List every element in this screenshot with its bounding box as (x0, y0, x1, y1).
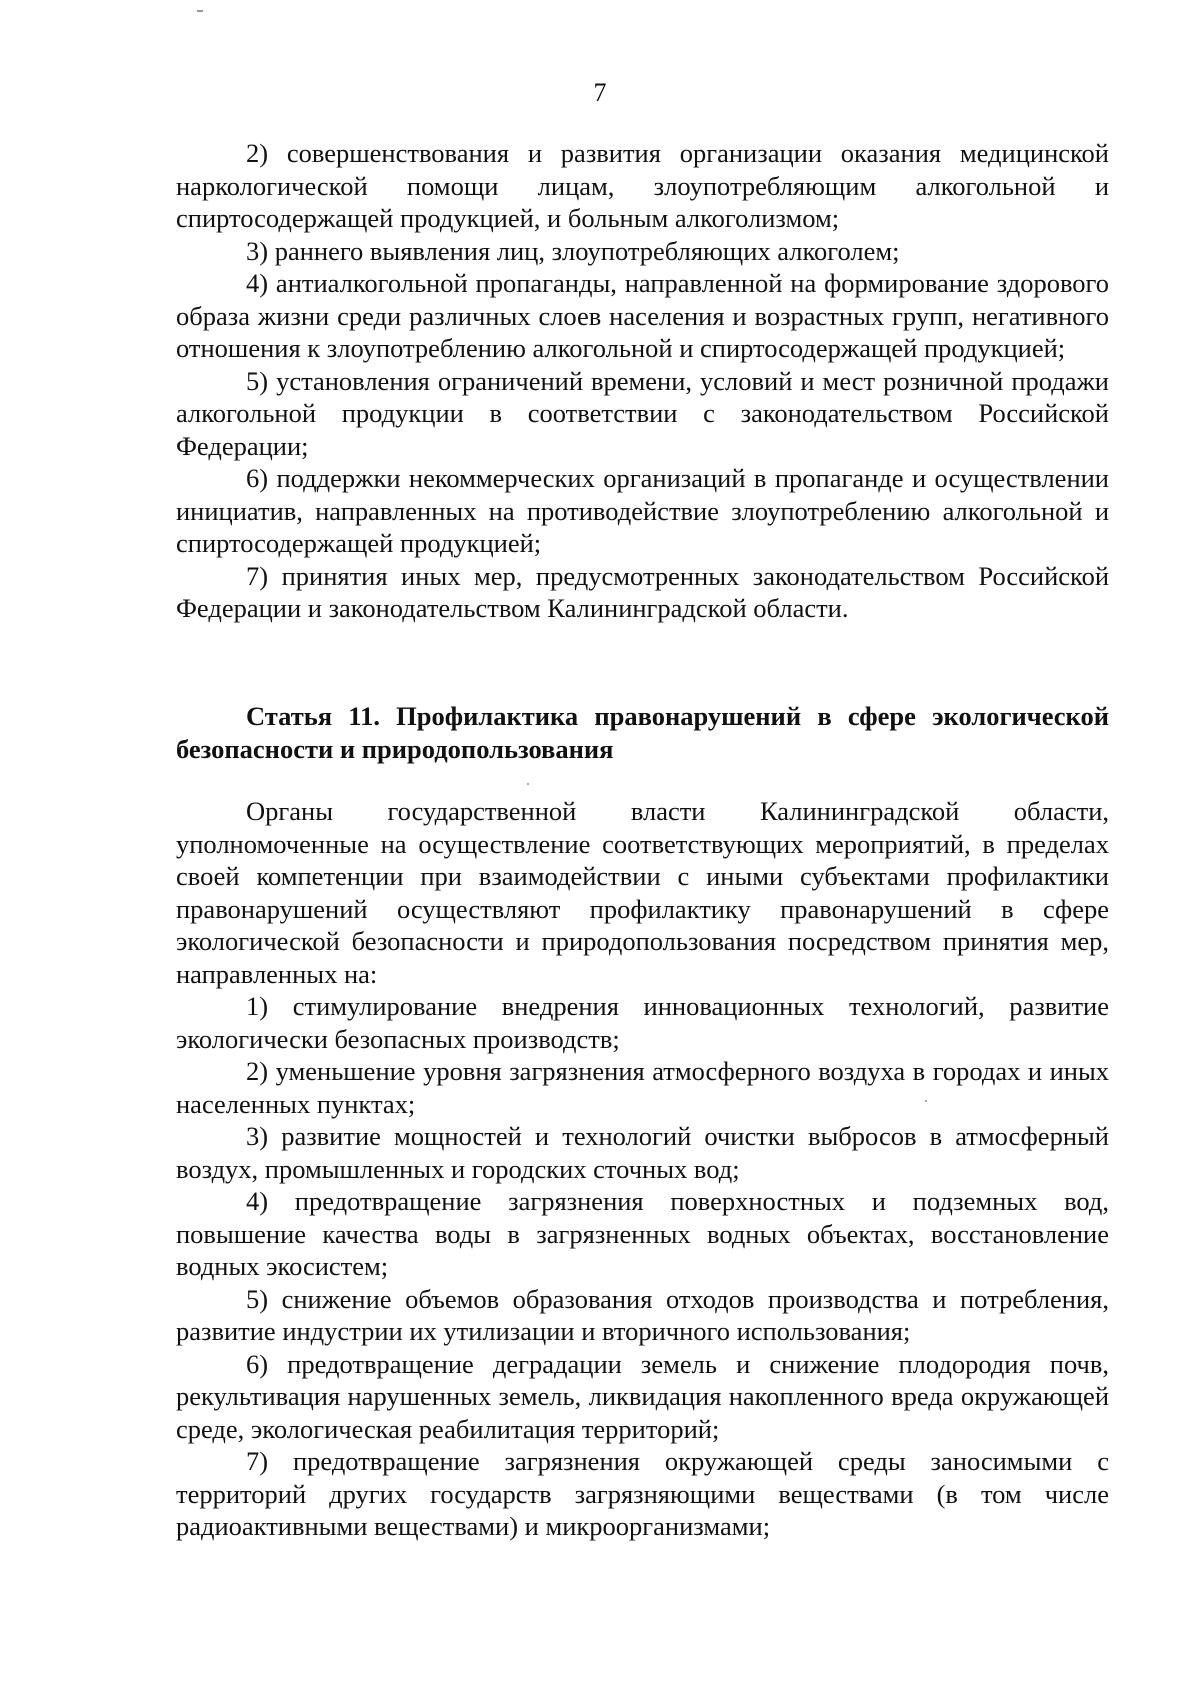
list-item: 5) установления ограничений времени, условий и мест розничной продажи алкогольной продукции в соответствии с законодательством Российской Федерации; (176, 365, 1109, 461)
list-item: 7) предотвращение загрязнения окружающей среды заносимыми с территорий других государств загрязняющими веществами (в том числе радиоактивными веществами) и микроорганизмами; (176, 1446, 1109, 1541)
list-item: 2) совершенствования и развития организации оказания медицинской наркологической помощи лицам, злоупотребляющим алкогольной и спиртосодержащей продукцией, и больным алкоголизмом; (176, 138, 1109, 233)
page-number: 7 (593, 78, 607, 107)
list-item: 4) предотвращение загрязнения поверхностных и подземных вод, повышение качества воды в загрязненных водных объектах, восстановление водных экосистем; (176, 1186, 1109, 1281)
scan-artifact-dot (527, 783, 529, 785)
list-item: 4) антиалкогольной пропаганды, направленной на формирование здорового образа жизни среди различных слоев населения и возрастных групп, негативного отношения к злоупотреблению алкогольной и спиртосодержащей продукцией; (176, 268, 1109, 363)
article-heading: Статья 11. Профилактика правонарушений в сфере экологической безопасности и природопользования (176, 701, 1109, 764)
scan-artifact-mark (197, 10, 203, 12)
list-item: 1) стимулирование внедрения инновационных технологий, развитие экологически безопасных производств; (176, 991, 1109, 1054)
list-item: 5) снижение объемов образования отходов производства и потребления, развитие индустрии их утилизации и вторичного использования; (176, 1283, 1109, 1346)
article-11-heading-block (176, 700, 1109, 765)
article-intro: Органы государственной власти Калининградской области, уполномоченные на осуществление соответствующих мероприятий, в пределах своей компетенции при взаимодействии с иными субъектами профилактики правонарушений осуществляют профилактику правонарушений в сфере экологической безопасности и природопользования посредством принятия мер, направленных на: (176, 796, 1109, 989)
article-11-body (176, 795, 1109, 1543)
list-item: 3) раннего выявления лиц, злоупотребляющих алкоголем; (246, 235, 900, 266)
list-item: 6) предотвращение деградации земель и снижение плодородия почв, рекультивация нарушенных земель, ликвидация накопленного вреда окружающей среде, экологическая реабилитация территорий; (176, 1348, 1109, 1444)
scan-artifact-dot (925, 1100, 927, 1102)
list-item: 3) развитие мощностей и технологий очистки выбросов в атмосферный воздух, промышленных и городских сточных вод; (176, 1121, 1109, 1184)
list-item: 6) поддержки некоммерческих организаций в пропаганде и осуществлении инициатив, направленных на противодействие злоупотреблению алкогольной и спиртосодержащей продукцией; (176, 463, 1109, 558)
list-item: 7) принятия иных мер, предусмотренных законодательством Российской Федерации и законодательством Калининградской области. (176, 560, 1109, 623)
section-top-list (176, 137, 1109, 625)
list-item: 2) уменьшение уровня загрязнения атмосферного воздуха в городах и иных населенных пунктах; (176, 1056, 1109, 1119)
